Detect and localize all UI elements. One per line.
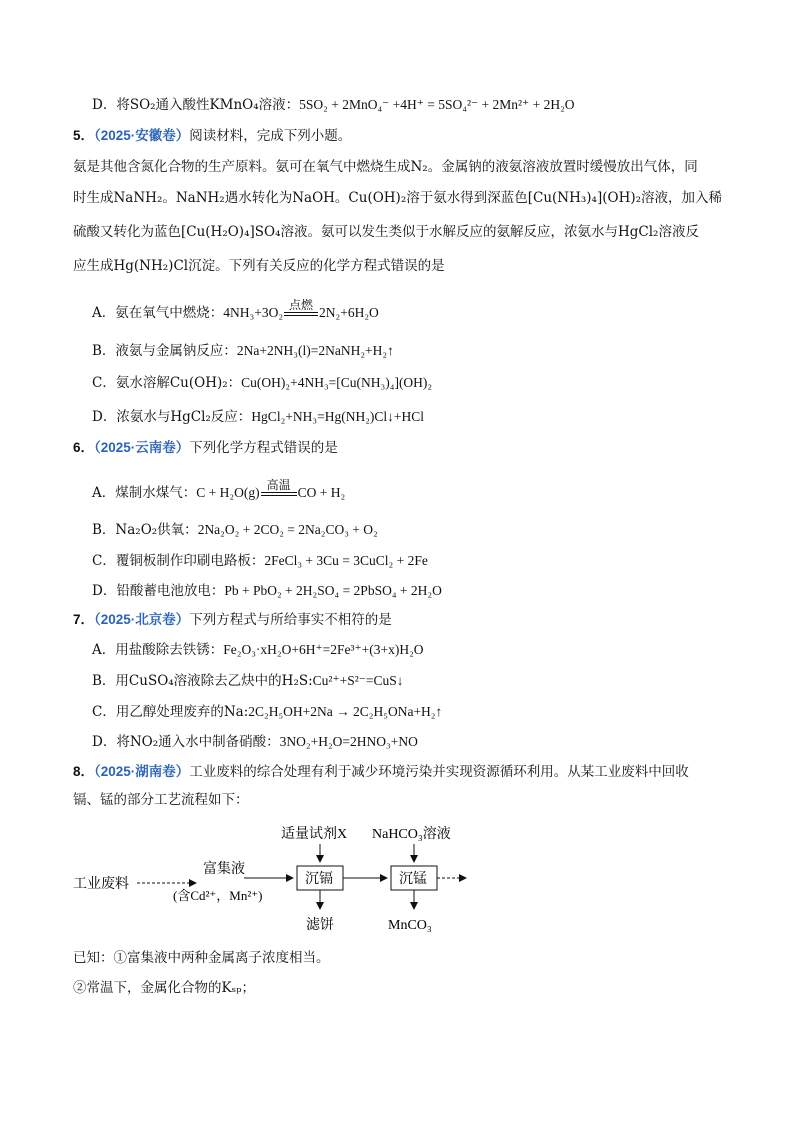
option-text: 将SO₂通入酸性KMnO₄溶液： bbox=[116, 97, 300, 113]
equation: 2FeCl₃ + 3Cu = 3CuCl₂ + 2Fe bbox=[264, 553, 428, 568]
q5-option-b bbox=[92, 341, 394, 361]
reaction-arrow bbox=[284, 298, 318, 323]
option-text: 用CuSO₄溶液除去乙炔中的H₂S: bbox=[115, 673, 313, 689]
option-label: B． bbox=[92, 673, 116, 689]
equation: 3NO₂+H₂O=2HNO₃+NO bbox=[279, 734, 418, 749]
option-label: D． bbox=[92, 97, 117, 113]
question-stem: 工业废料的综合处理有利于减少环境污染并实现资源循环利用。从某工业废料中回收 bbox=[189, 764, 689, 780]
equation: Cu²⁺+S²⁻=CuS↓ bbox=[312, 673, 404, 688]
q7-option-a bbox=[92, 640, 424, 660]
equation-right: CO + H₂ bbox=[297, 485, 346, 500]
equation-right: 2N₂+6H₂O bbox=[319, 305, 379, 320]
equation: 2C₂H₅OH+2Na → 2C₂H₅ONa+H₂↑ bbox=[248, 704, 443, 719]
option-label: A． bbox=[92, 305, 116, 321]
option-text: 氨水溶解Cu(OH)₂： bbox=[115, 375, 242, 391]
q5-header bbox=[73, 126, 351, 146]
option-text: 将NO₂通入水中制备硝酸： bbox=[116, 734, 280, 750]
equation: Fe₂O₃·xH₂O+6H⁺=2Fe³⁺+(3+x)H₂O bbox=[223, 642, 424, 657]
equation-left: 4NH₃+3O₂ bbox=[223, 305, 284, 320]
q6-header bbox=[73, 438, 338, 458]
option-label: C． bbox=[92, 704, 116, 720]
option-text: 氨在氧气中燃烧： bbox=[115, 305, 224, 321]
option-label: A． bbox=[92, 485, 116, 501]
option-text: 铅酸蓄电池放电： bbox=[116, 583, 225, 599]
equation: Pb + PbO₂ + 2H₂SO₄ = 2PbSO₄ + 2H₂O bbox=[224, 583, 442, 598]
equation-left: C + H₂O(g) bbox=[196, 485, 260, 500]
option-text: 用乙醇处理废弃的Na: bbox=[115, 704, 249, 720]
q6-option-d bbox=[92, 581, 442, 601]
process-flow-diagram bbox=[0, 815, 794, 945]
q6-option-c bbox=[92, 551, 428, 571]
question-number: 5． bbox=[73, 128, 95, 143]
option-label: B． bbox=[92, 343, 116, 359]
reaction-arrow bbox=[261, 478, 297, 503]
q8-header bbox=[73, 762, 689, 782]
question-stem: 阅读材料，完成下列小题。 bbox=[189, 128, 352, 144]
question-number: 6． bbox=[73, 440, 95, 455]
question-stem: 下列化学方程式错误的是 bbox=[189, 440, 338, 456]
question-source: （2025·北京卷） bbox=[94, 612, 190, 627]
option-text: 煤制水煤气： bbox=[115, 485, 197, 501]
flow-box-cd-label: 沉镉 bbox=[305, 872, 333, 887]
flow-reagent-x: 适量试剂X bbox=[281, 827, 348, 842]
q6-option-a bbox=[92, 478, 345, 503]
option-label: D． bbox=[92, 409, 117, 425]
q5-passage-line-4: 应生成Hg(NH₂)Cl沉淀。下列有关反应的化学方程式错误的是 bbox=[73, 258, 445, 274]
q7-option-d bbox=[92, 732, 418, 752]
option-text: 覆铜板制作印刷电路板： bbox=[115, 553, 265, 569]
q8-known-line-1: 已知：①富集液中两种金属离子浓度相当。 bbox=[73, 950, 330, 966]
reaction-condition: 点燃 bbox=[289, 298, 314, 312]
flow-input-label: 工业废料 bbox=[73, 877, 129, 892]
option-label: C． bbox=[92, 375, 116, 391]
q5-passage-line-3: 硫酸又转化为蓝色[Cu(H₂O)₄]SO₄溶液。氨可以发生类似于水解反应的氨解反应，浓氨水与HgCl₂溶液反 bbox=[73, 224, 699, 240]
option-text: 用盐酸除去铁锈： bbox=[115, 642, 224, 658]
equation: 2Na₂O₂ + 2CO₂ = 2Na₂CO₃ + O₂ bbox=[197, 522, 378, 537]
question-source: （2025·湖南卷） bbox=[94, 764, 190, 779]
question-stem: 下列方程式与所给事实不相符的是 bbox=[189, 612, 392, 628]
option-text: 液氨与金属钠反应： bbox=[115, 343, 237, 359]
q8-stem-line-2: 镉、锰的部分工艺流程如下： bbox=[73, 792, 249, 808]
flow-output-mnco3: MnCO₃ bbox=[388, 918, 432, 933]
flow-box-mn-label: 沉锰 bbox=[399, 872, 427, 887]
option-text: 浓氨水与HgCl₂反应： bbox=[116, 409, 252, 425]
option-label: D． bbox=[92, 734, 117, 750]
q5-option-a bbox=[92, 298, 379, 323]
flow-reagent-nahco3: NaHCO₃溶液 bbox=[372, 827, 451, 842]
option-label: B． bbox=[92, 522, 116, 538]
q5-option-d bbox=[92, 407, 424, 427]
question-number: 8． bbox=[73, 764, 95, 779]
question-number: 7． bbox=[73, 612, 95, 627]
reaction-condition: 高温 bbox=[266, 478, 291, 492]
equation: Cu(OH)₂+4NH₃=[Cu(NH₃)₄](OH)₂ bbox=[241, 375, 433, 390]
q4-option-d bbox=[92, 95, 575, 115]
q5-passage-line-2: 时生成NaNH₂。NaNH₂遇水转化为NaOH。Cu(OH)₂溶于氨水得到深蓝色[Cu(NH₃)₄](OH)₂溶液，加入稀 bbox=[73, 190, 723, 206]
option-text: Na₂O₂供氧： bbox=[115, 522, 198, 538]
option-label: C． bbox=[92, 553, 116, 569]
q5-passage-line-1: 氨是其他含氮化合物的生产原料。氨可在氧气中燃烧生成N₂。金属钠的液氨溶液放置时缓慢放出气体，同 bbox=[73, 159, 698, 175]
option-label: D． bbox=[92, 583, 117, 599]
question-source: （2025·云南卷） bbox=[94, 440, 190, 455]
equation: 2Na+2NH₃(l)=2NaNH₂+H₂↑ bbox=[236, 343, 394, 358]
q7-header bbox=[73, 610, 392, 630]
equation: HgCl₂+NH₃=Hg(NH₂)Cl↓+HCl bbox=[251, 409, 425, 424]
q8-known-line-2: ②常温下，金属化合物的Kₛₚ； bbox=[73, 980, 256, 996]
q5-option-c bbox=[92, 373, 432, 393]
flow-output-filtercake: 滤饼 bbox=[306, 918, 334, 933]
flow-rich-label: 富集液 bbox=[203, 862, 245, 877]
q7-option-b bbox=[92, 671, 404, 691]
equation: 5SO₂ + 2MnO₄⁻ +4H⁺ = 5SO₄²⁻ + 2Mn²⁺ + 2H₂O bbox=[299, 97, 575, 112]
flow-rich-sub: (含Cd²⁺，Mn²⁺) bbox=[173, 888, 263, 903]
question-source: （2025·安徽卷） bbox=[94, 128, 190, 143]
q7-option-c bbox=[92, 702, 442, 722]
q6-option-b bbox=[92, 520, 378, 540]
option-label: A． bbox=[92, 642, 116, 658]
